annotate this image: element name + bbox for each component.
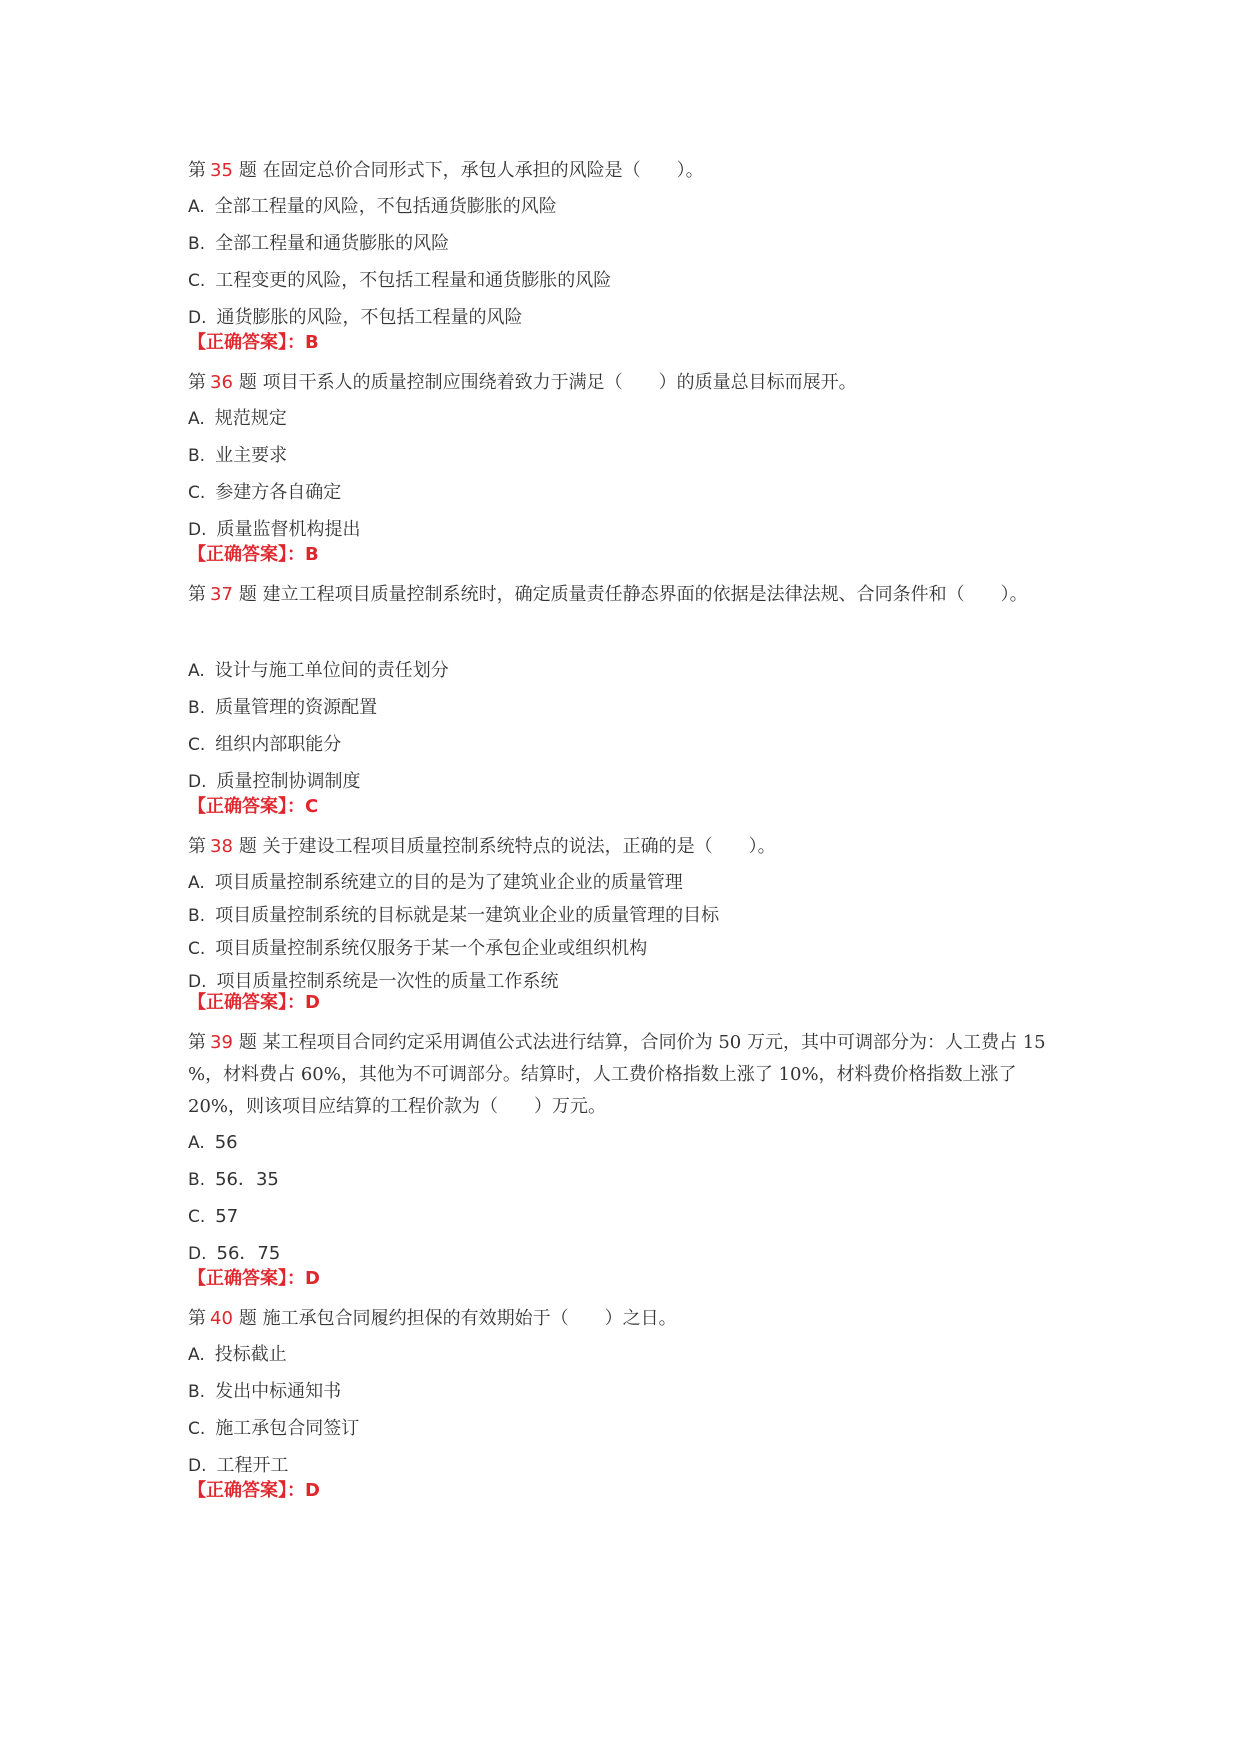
correct-answer: 【正确答案】：B bbox=[188, 544, 319, 565]
option-letter: B. bbox=[188, 234, 206, 254]
question-suffix: 题 bbox=[238, 160, 257, 181]
option-letter: C. bbox=[188, 483, 206, 503]
option-letter: D. bbox=[188, 772, 207, 792]
option-letter: B. bbox=[188, 906, 206, 926]
option-letter: A. bbox=[188, 1133, 205, 1153]
option-letter: D. bbox=[188, 308, 207, 328]
option-text: 发出中标通知书 bbox=[215, 1381, 342, 1402]
option-c bbox=[188, 1416, 1068, 1453]
option-b bbox=[188, 443, 1068, 480]
question-suffix: 题 bbox=[238, 372, 257, 393]
question-text: 项目干系人的质量控制应围绕着致力于满足（ ）的质量总目标而展开。 bbox=[262, 372, 857, 393]
question-line bbox=[188, 158, 1068, 184]
option-b bbox=[188, 231, 1068, 268]
option-letter: C. bbox=[188, 271, 206, 291]
option-text: 工程开工 bbox=[216, 1455, 289, 1476]
option-c bbox=[188, 268, 1068, 305]
question-text: 在固定总价合同形式下，承包人承担的风险是（ ）。 bbox=[262, 160, 704, 181]
question-line bbox=[188, 834, 1068, 860]
option-text: 56 bbox=[214, 1132, 238, 1153]
question-suffix: 题 bbox=[238, 1308, 257, 1329]
question-prefix: 第 bbox=[188, 160, 206, 181]
question-suffix: 题 bbox=[238, 1032, 257, 1053]
option-a bbox=[188, 870, 1068, 903]
option-letter: A. bbox=[188, 873, 205, 893]
correct-answer: 【正确答案】：C bbox=[188, 796, 319, 817]
question-suffix: 题 bbox=[238, 584, 257, 605]
option-letter: A. bbox=[188, 1345, 205, 1365]
question-number: 39 bbox=[210, 1032, 233, 1053]
option-text: 全部工程量的风险，不包括通货膨胀的风险 bbox=[214, 196, 557, 217]
option-letter: B. bbox=[188, 698, 206, 718]
option-letter: D. bbox=[188, 1456, 207, 1476]
question-prefix: 第 bbox=[188, 372, 206, 393]
question-text: 某工程项目合同约定采用调值公式法进行结算，合同价为 50 万元，其中可调部分为：人工费占 15 bbox=[262, 1032, 1046, 1053]
option-letter: C. bbox=[188, 1207, 206, 1227]
correct-answer: 【正确答案】：D bbox=[188, 1268, 320, 1289]
question-line bbox=[188, 582, 1068, 608]
option-text: 投标截止 bbox=[214, 1344, 287, 1365]
question-prefix: 第 bbox=[188, 584, 206, 605]
option-b bbox=[188, 903, 1068, 936]
option-b bbox=[188, 1379, 1068, 1416]
option-a bbox=[188, 1342, 1068, 1379]
option-text: 57 bbox=[215, 1206, 239, 1227]
option-letter: A. bbox=[188, 409, 205, 429]
question-block bbox=[188, 370, 1068, 568]
correct-answer: 【正确答案】：D bbox=[188, 992, 320, 1013]
question-block bbox=[188, 582, 1068, 820]
option-c bbox=[188, 936, 1068, 969]
question-text: 建立工程项目质量控制系统时，确定质量责任静态界面的依据是法律法规、合同条件和（ ）。 bbox=[262, 584, 1028, 605]
option-text: 组织内部职能分 bbox=[215, 734, 342, 755]
option-text: 设计与施工单位间的责任划分 bbox=[214, 660, 449, 681]
option-text: 项目质量控制系统建立的目的是为了建筑业企业的质量管理 bbox=[214, 872, 683, 893]
option-a bbox=[188, 658, 1068, 695]
question-number: 38 bbox=[210, 836, 233, 857]
question-line bbox=[188, 1306, 1068, 1332]
option-text: 全部工程量和通货膨胀的风险 bbox=[215, 233, 450, 254]
question-number: 36 bbox=[210, 372, 233, 393]
question-block bbox=[188, 834, 1068, 1016]
option-text: 56．75 bbox=[216, 1243, 281, 1264]
option-text: 业主要求 bbox=[215, 445, 288, 466]
option-letter: A. bbox=[188, 661, 205, 681]
option-letter: B. bbox=[188, 1170, 206, 1190]
option-letter: A. bbox=[188, 197, 205, 217]
spacer bbox=[188, 618, 1068, 658]
option-c bbox=[188, 1204, 1068, 1241]
question-prefix: 第 bbox=[188, 1308, 206, 1329]
correct-answer: 【正确答案】：B bbox=[188, 332, 319, 353]
option-text: 56．35 bbox=[215, 1169, 279, 1190]
question-number: 35 bbox=[210, 160, 233, 181]
document-page bbox=[188, 158, 1068, 1518]
option-text: 项目质量控制系统是一次性的质量工作系统 bbox=[216, 971, 559, 992]
option-c bbox=[188, 732, 1068, 769]
option-text: 施工承包合同签订 bbox=[215, 1418, 360, 1439]
option-c bbox=[188, 480, 1068, 517]
question-continuation: %，材料费占 60%，其他为不可调部分。结算时，人工费价格指数上涨了 10%，材料费价格指数上涨了 bbox=[188, 1064, 1017, 1085]
option-text: 工程变更的风险，不包括工程量和通货膨胀的风险 bbox=[215, 270, 612, 291]
option-text: 参建方各自确定 bbox=[215, 482, 342, 503]
option-letter: D. bbox=[188, 1244, 207, 1264]
option-letter: D. bbox=[188, 520, 207, 540]
option-b bbox=[188, 695, 1068, 732]
question-text: 关于建设工程项目质量控制系统特点的说法，正确的是（ ）。 bbox=[262, 836, 776, 857]
correct-answer: 【正确答案】：D bbox=[188, 1480, 320, 1501]
question-block bbox=[188, 158, 1068, 356]
question-line bbox=[188, 370, 1068, 396]
question-text: 施工承包合同履约担保的有效期始于（ ）之日。 bbox=[262, 1308, 677, 1329]
option-text: 项目质量控制系统的目标就是某一建筑业企业的质量管理的目标 bbox=[215, 905, 720, 926]
option-b bbox=[188, 1167, 1068, 1204]
option-text: 规范规定 bbox=[214, 408, 287, 429]
question-number: 37 bbox=[210, 584, 233, 605]
option-text: 项目质量控制系统仅服务于某一个承包企业或组织机构 bbox=[215, 938, 648, 959]
option-letter: B. bbox=[188, 446, 206, 466]
option-letter: C. bbox=[188, 1419, 206, 1439]
option-text: 通货膨胀的风险，不包括工程量的风险 bbox=[216, 307, 523, 328]
question-suffix: 题 bbox=[238, 836, 257, 857]
option-letter: D. bbox=[188, 972, 207, 992]
option-letter: C. bbox=[188, 939, 206, 959]
question-prefix: 第 bbox=[188, 836, 206, 857]
option-a bbox=[188, 406, 1068, 443]
option-letter: C. bbox=[188, 735, 206, 755]
option-a bbox=[188, 1130, 1068, 1167]
question-block bbox=[188, 1030, 1068, 1292]
question-line bbox=[188, 1030, 1068, 1056]
option-letter: B. bbox=[188, 1382, 206, 1402]
option-text: 质量管理的资源配置 bbox=[215, 697, 378, 718]
option-a bbox=[188, 194, 1068, 231]
question-block bbox=[188, 1306, 1068, 1504]
question-continuation: 20%，则该项目应结算的工程价款为（ ）万元。 bbox=[188, 1096, 607, 1117]
option-text: 质量监督机构提出 bbox=[216, 519, 361, 540]
question-number: 40 bbox=[210, 1308, 233, 1329]
question-prefix: 第 bbox=[188, 1032, 206, 1053]
option-text: 质量控制协调制度 bbox=[216, 771, 361, 792]
